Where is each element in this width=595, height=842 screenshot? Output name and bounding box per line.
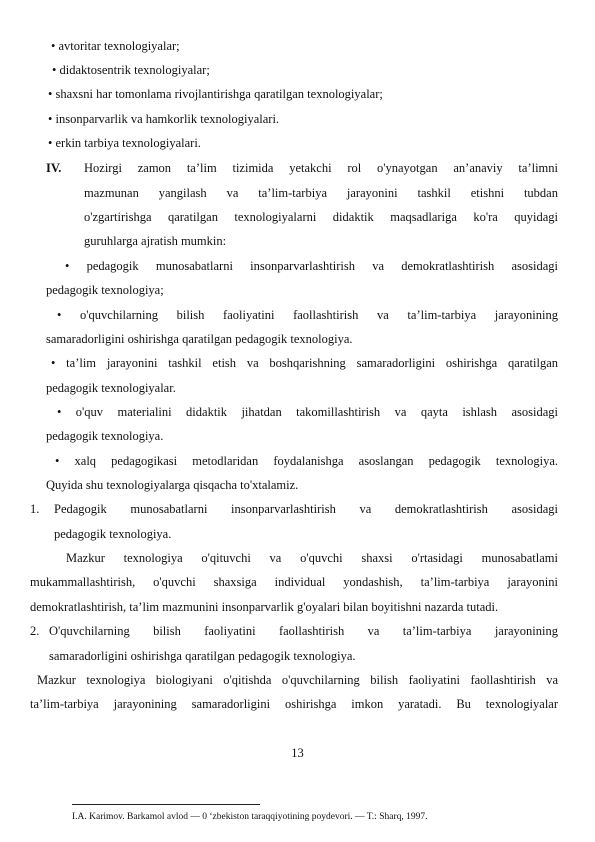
bullet-line: samaradorligini oshirishga qaratilgan pedagogik texnologiya. bbox=[46, 332, 353, 346]
section-text-line: guruhlarga ajratish mumkin: bbox=[84, 234, 227, 248]
page-number: 13 bbox=[291, 746, 304, 760]
bullet-shaxsni: • shaxsni har tomonlama rivojlantirishga qaratilgan texnologiyalar; bbox=[48, 87, 383, 101]
section-text-line: Hozirgi zamon ta’lim tizimida yetakchi rol o'ynayotgan an’anaviy ta’limni bbox=[84, 161, 558, 175]
bullet-didaktosentrik: • didaktosentrik texnologiyalar; bbox=[52, 63, 210, 77]
paragraph-line: mukammallashtirish, o'quvchi shaxsiga individual yondashish, ta’lim-tarbiya jarayonini bbox=[30, 575, 558, 589]
item-heading-line: pedagogik texnologiya. bbox=[54, 527, 172, 541]
item-heading-line: samaradorligini oshirishga qaratilgan pedagogik texnologiya. bbox=[49, 649, 356, 663]
bullet-line: • o'quvchilarning bilish faoliyatini faollashtirish va ta’lim-tarbiya jarayonining bbox=[57, 308, 558, 322]
bullet-line: pedagogik texnologiya. bbox=[46, 429, 164, 443]
section-text-line: o'zgartirishga qaratilgan texnologiyalarni didaktik maqsadlariga ko'ra quyidagi bbox=[84, 210, 558, 224]
bullet-line: pedagogik texnologiya; bbox=[46, 283, 164, 297]
bullet-avtoritar: • avtoritar texnologiyalar; bbox=[51, 39, 180, 53]
item-heading-line: Pedagogik munosabatlarni insonparvarlashtirish va demokratlashtirish asosidagi bbox=[54, 502, 558, 516]
paragraph-line: demokratlashtirish, ta’lim mazmunini insonparvarlik g'oyalari bilan boyitishni nazarda tutadi. bbox=[30, 600, 499, 614]
paragraph-line: Mazkur texnologiya o'qituvchi va o'quvchi shaxsi o'rtasidagi munosabatlami bbox=[66, 551, 558, 565]
item-number: 1. bbox=[30, 502, 40, 516]
section-label: IV. bbox=[46, 161, 62, 175]
footnote: I.A. Karimov. Barkamol avlod — 0 ‘zbekiston taraqqiyotining poydevori. — T.: Sharq, 1997. bbox=[72, 812, 428, 822]
bullet-line: • pedagogik munosabatlarni insonparvarlashtirish va demokratlashtirish asosidagi bbox=[65, 259, 558, 273]
paragraph-line: ta’lim-tarbiya jarayonining samaradorligini oshirishga imkon yaratadi. Bu texnologiyalar bbox=[30, 697, 558, 711]
bullet-line: Quyida shu texnologiyalarga qisqacha to'xtalamiz. bbox=[46, 478, 299, 492]
item-heading-line: O'quvchilarning bilish faoliyatini faollashtirish va ta’lim-tarbiya jarayonining bbox=[49, 624, 558, 638]
bullet-line: • o'quv materialini didaktik jihatdan takomillashtirish va qayta ishlash asosidagi bbox=[57, 405, 558, 419]
bullet-line: • ta’lim jarayonini tashkil etish va boshqarishning samaradorligini oshirishga qaratilgan bbox=[51, 356, 558, 370]
bullet-line: • xalq pedagogikasi metodlaridan foydalanishga asoslangan pedagogik texnologiya. bbox=[55, 454, 558, 468]
bullet-erkin: • erkin tarbiya texnologiyalari. bbox=[48, 136, 201, 150]
footnote-divider bbox=[72, 804, 260, 805]
bullet-insonparvarlik: • insonparvarlik va hamkorlik texnologiyalari. bbox=[48, 112, 280, 126]
section-text-line: mazmunan yangilash va ta’lim-tarbiya jarayonini tashkil etishni tubdan bbox=[84, 186, 558, 200]
item-number: 2. bbox=[30, 624, 40, 638]
paragraph-line: Mazkur texnologiya biologiyani o'qitishda o'quvchilarning bilish faoliyatini faollashtirish va bbox=[37, 673, 558, 687]
bullet-line: pedagogik texnologiyalar. bbox=[46, 381, 176, 395]
